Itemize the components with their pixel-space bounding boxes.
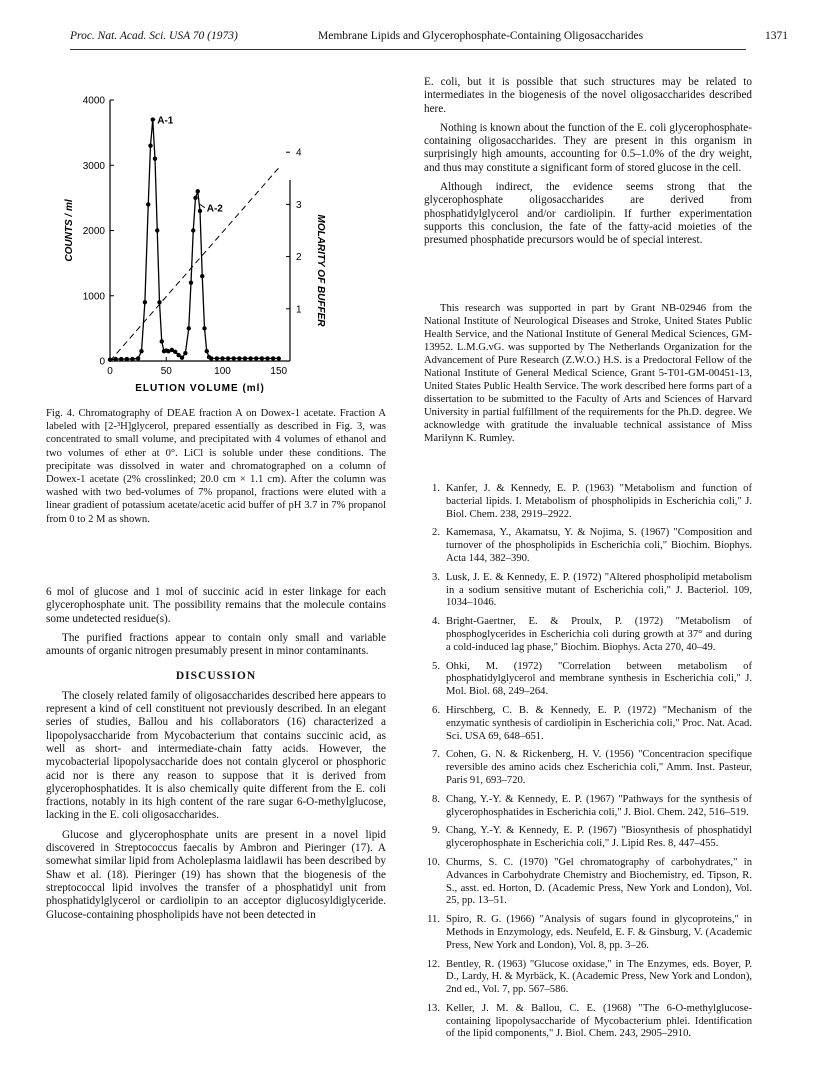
paragraph: Nothing is known about the function of the E. coli glycerophosphate-containing oligosaccharides. They are present in this organism in surprisingly high amounts, accounting for 0.5–1.0% of the dry weight, and thus may constitute a significant form of stored glucose in the cell. [424, 121, 752, 174]
reference-text: Chang, Y.-Y. & Kennedy, E. P. (1967) "Biosynthesis of phosphatidyl glycerophosphate in Escherichia coli," J. Lipid Res. 8, 447–455. [446, 825, 752, 850]
chart-points [108, 117, 281, 362]
reference-number: 12. [426, 958, 440, 970]
y2-tick-label: 2 [296, 252, 302, 264]
data-point [187, 326, 191, 330]
data-point [260, 356, 264, 360]
data-point [209, 356, 213, 360]
reference-item [424, 914, 752, 952]
y-tick-label: 1000 [82, 291, 105, 303]
figure-4-chart [50, 78, 390, 398]
reference-text: Kamemasa, Y., Akamatsu, Y. & Nojima, S. (1967) "Composition and turnover of the phospholipids in Escherichia coli," Biochim. Biophys. Acta 144, 382–390. [446, 527, 752, 564]
data-point [232, 356, 236, 360]
x-tick-label: 150 [270, 366, 288, 377]
y-axis-label: COUNTS / ml [64, 199, 75, 262]
reference-item [424, 825, 752, 851]
data-point [136, 356, 140, 360]
reference-number: 9. [432, 825, 440, 837]
paragraph: E. coli, but it is possible that such structures may be related to intermediates in the biogenesis of the novel oligosaccharides described here. [424, 76, 752, 115]
paragraph: Glucose and glycerophosphate units are present in a novel lipid discovered in Streptococcus faecalis by Ambron and Pieringer (17). A somewhat similar lipid from Acholeplasma laidlawii has been described by Shaw et al. (18). Pieringer (19) has shown that the biogenesis of the streptococcal lipid involves the transfer of a phosphatidyl unit from phosphatidylglycerol or cardiolipin to an acceptor diglucosyldiglyceride. Glucose-containing phospholipids have not been detected in [46, 828, 386, 921]
data-point [220, 356, 224, 360]
data-point [143, 300, 147, 304]
data-point [180, 356, 184, 360]
reference-text: Spiro, R. G. (1966) "Analysis of sugars found in glycoproteins," in Methods in Enzymology, eds. Neufeld, E. F. & Ginsburg, V. (Academic Press, New York and London), Vol. 8, pp. 3–26. [446, 914, 752, 951]
reference-item [424, 749, 752, 787]
y-tick-label: 4000 [82, 95, 105, 107]
data-point [191, 228, 195, 232]
data-point [146, 202, 150, 206]
data-point [157, 300, 161, 304]
data-point [277, 356, 281, 360]
data-point [215, 356, 219, 360]
data-point [139, 349, 143, 353]
header-rule [70, 49, 746, 50]
reference-text: Kanfer, J. & Kennedy, E. P. (1963) "Metabolism and function of bacterial lipids. I. Metabolism of phospholipids in Escherichia coli," J. Biol. Chem. 238, 2919–2922. [446, 483, 752, 520]
reference-item [424, 661, 752, 699]
page-number: 1371 [765, 30, 788, 42]
reference-item [424, 705, 752, 743]
reference-number: 1. [432, 483, 440, 494]
y-tick-label: 0 [99, 356, 105, 368]
y2-tick-label: 4 [296, 147, 302, 159]
data-point [173, 350, 177, 354]
reference-text: Hirschberg, C. B. & Kennedy, E. P. (1972) "Mechanism of the enzymatic synthesis of cardiolipin in Escherichia coli," Proc. Nat. Acad. Sci. USA 69, 648–651. [446, 704, 752, 742]
data-point [254, 356, 258, 360]
data-point [265, 356, 269, 360]
paragraph: 6 mol of glucose and 1 mol of succinic acid in ester linkage for each glycerophosphate unit. The possibility remains that the molecule contains some undetected residue(s). [46, 586, 386, 625]
reference-number: 10. [426, 856, 440, 868]
acknowledgments: This research was supported in part by Grant NB-02946 from the National Institute of Neurological Diseases and Stroke, United States Public Health Service, and the National Institute of General Medical Sciences, GM-13952. L.M.G.vG. was supported by The Netherlands Organization for the Advancement of Pure Research (Z.W.O.) H.S. is a Predoctoral Fellow of the National Institute of General Medical Science, Grant 5-T01-GM-00451-13, United States Public Health Service. The work described here forms part of a dissertation to be submitted to the Faculty of Arts and Sciences of Harvard University in partial fulfillment of the requirements for the Ph.D. degree. We acknowledge with gratitude the invaluable technical assistance of Miss Marilynn K. Rumley. [424, 303, 752, 444]
peak-label-a2: A-2 [206, 203, 223, 215]
reference-number: 3. [432, 571, 440, 583]
x-axis-label: ELUTION VOLUME (ml) [135, 383, 265, 394]
paragraph: Although indirect, the evidence seems strong that the glycerophosphate oligosaccharides are derived from phosphatidylglycerol and/or cardiolipin. If further experimentation supports this conclusion, the fate of the fatty-acid moieties of the presumed phosphatide precursors would be of special interest. [424, 181, 752, 247]
data-point [119, 357, 123, 361]
data-point [155, 228, 159, 232]
reference-item [424, 794, 752, 820]
caption-text: Chromatography of DEAE fraction A on Dowex-1 acetate. Fraction A labeled with [2-³H]glycerol, prepared essentially as described in Fig. 3, was concentrated to small volume, and precipitated with 4 volumes of ethanol and two volumes of ether at 0°. LiCl is soluble under these conditions. The precipitate was dissolved in water and chromatographed on a column of Dowex-1 acetate (2% crosslinked; 20.0 cm × 1.1 cm). After the column was washed with two bed-volumes of 7% propanol, fractions were eluted with a linear gradient of potassium acetate/acetic acid buffer of pH 3.7 in 7% propanol from 0 to 2 M as shown. [46, 408, 387, 525]
chart-labels [64, 116, 326, 394]
reference-item [424, 483, 752, 521]
reference-item [424, 527, 752, 565]
reference-text: Lusk, J. E. & Kennedy, E. P. (1972) "Altered phospholipid metabolism in a sodium sensitive mutant of Escherichia coli," J. Bacteriol. 109, 1034–1046. [446, 571, 752, 609]
paragraph: The purified fractions appear to contain only small and variable amounts of organic nitrogen presumably present in minor contaminants. [46, 631, 386, 658]
reference-list [424, 483, 752, 1047]
data-point [108, 357, 112, 361]
y2-tick-label: 3 [296, 199, 302, 211]
chart-svg [50, 78, 390, 398]
reference-item [424, 959, 752, 997]
journal-citation: Proc. Nat. Acad. Sci. USA 70 (1973) [70, 30, 238, 42]
paragraph: The closely related family of oligosaccharides described here appears to represent a kind of cell constituent not previously described. In an elegant series of studies, Ballou and his collaborators (16) characterized a lipopolysaccharide from Mycobacterium that contains succinic acid, as well as short- and intermediate-chain fatty acids. However, the mycobacterial lipopolysaccharide does not contain glycerol or phosphoric acid nor is there any reason to suppose that it is derived from glycerophosphatides. It is also chemically quite different from the E. coli fractions, notably in its high content of the rare sugar 6-O-methylglucose, lacking in the E. coli oligosaccharides. [46, 689, 386, 822]
data-point [160, 339, 164, 343]
data-point [200, 274, 204, 278]
data-point [153, 157, 157, 161]
caption-label: Fig. 4. [46, 408, 75, 419]
data-point [183, 351, 187, 355]
reference-number: 11. [427, 914, 440, 926]
data-point [196, 189, 200, 193]
data-point [113, 357, 117, 361]
x-tick-label: 0 [107, 366, 113, 377]
running-title: Membrane Lipids and Glycerophosphate-Containing Oligosaccharides [318, 30, 644, 42]
reference-item [424, 616, 752, 654]
figure-caption [46, 407, 386, 526]
x-tick-label: 50 [160, 366, 172, 377]
y-tick-label: 3000 [82, 160, 105, 172]
reference-text: Ohki, M. (1972) "Correlation between metabolism of phosphatidylglycerol and membrane synthesis in Escherichia coli," J. Mol. Biol. 68, 249–264. [446, 660, 752, 698]
reference-number: 2. [432, 527, 440, 539]
data-point [202, 326, 206, 330]
data-point [189, 281, 193, 285]
peak-leader-a2 [200, 204, 205, 207]
peak-label-a1: A-1 [157, 115, 174, 127]
counts-line [110, 120, 279, 360]
reference-number: 8. [432, 793, 440, 805]
reference-number: 5. [432, 660, 440, 672]
data-point [148, 143, 152, 147]
data-point [125, 357, 129, 361]
data-point [226, 356, 230, 360]
y-tick-label: 2000 [82, 226, 105, 237]
x-tick-label: 100 [214, 366, 231, 377]
data-point [237, 356, 241, 360]
reference-number: 4. [432, 616, 440, 628]
reference-text: Bentley, R. (1963) "Glucose oxidase," in The Enzymes, eds. Boyer, P. D., Lardy, H. & Myrbäck, K. (Academic Press, New York and London), 2nd ed., Vol. 7, pp. 567–586. [446, 958, 752, 996]
reference-text: Cohen, G. N. & Rickenberg, H. V. (1956) "Concentracion specifique reversible des amino acids chez Escherichia coli," Amm. Inst. Pasteur, Paris 91, 693–720. [446, 749, 752, 786]
data-point [243, 356, 247, 360]
data-point [130, 357, 134, 361]
reference-item [424, 857, 752, 908]
right-column [424, 76, 752, 248]
y2-axis-label: MOLARITY OF BUFFER [315, 214, 326, 327]
section-heading: DISCUSSION [175, 670, 257, 683]
reference-number: 13. [426, 1002, 440, 1014]
data-point [198, 209, 202, 213]
reference-text: Bright-Gaertner, E. & Proulx, P. (1972) "Metabolism of phosphoglycerides in Escherichia coli during growth at 37° and during a cold-induced lag phase," Biochim. Biophys. Acta 270, 40–49. [446, 616, 752, 653]
reference-text: Churms, S. C. (1970) "Gel chromatography of carbohydrates," in Advances in Carbohydrate Chemistry and Biochemistry, ed. Tipson, R. S., asst. ed. Horton, D. (Academic Press, New York and London), Vol. 25, pp. 13–51. [446, 856, 752, 907]
chart-axes [110, 100, 290, 361]
reference-item [424, 572, 752, 610]
data-point [205, 349, 209, 353]
reference-text: Keller, J. M. & Ballou, C. E. (1968) "The 6-O-methylglucose-containing lipopolysaccharide of Mycobacterium phlei. Identification of the lipid components," J. Biol. Chem. 243, 2905–2910. [446, 1002, 752, 1040]
left-column [46, 586, 386, 922]
reference-number: 6. [432, 704, 440, 716]
data-point [271, 356, 275, 360]
reference-item [424, 1003, 752, 1041]
reference-text: Chang, Y.-Y. & Kennedy, E. P. (1967) "Pathways for the synthesis of glycerophosphatides in Escherichia coli," J. Biol. Chem. 242, 516–519. [446, 793, 752, 818]
y2-tick-label: 1 [296, 304, 302, 316]
data-point [248, 356, 252, 360]
chart-lines [110, 120, 279, 361]
reference-number: 7. [432, 749, 440, 761]
data-point [193, 196, 197, 200]
